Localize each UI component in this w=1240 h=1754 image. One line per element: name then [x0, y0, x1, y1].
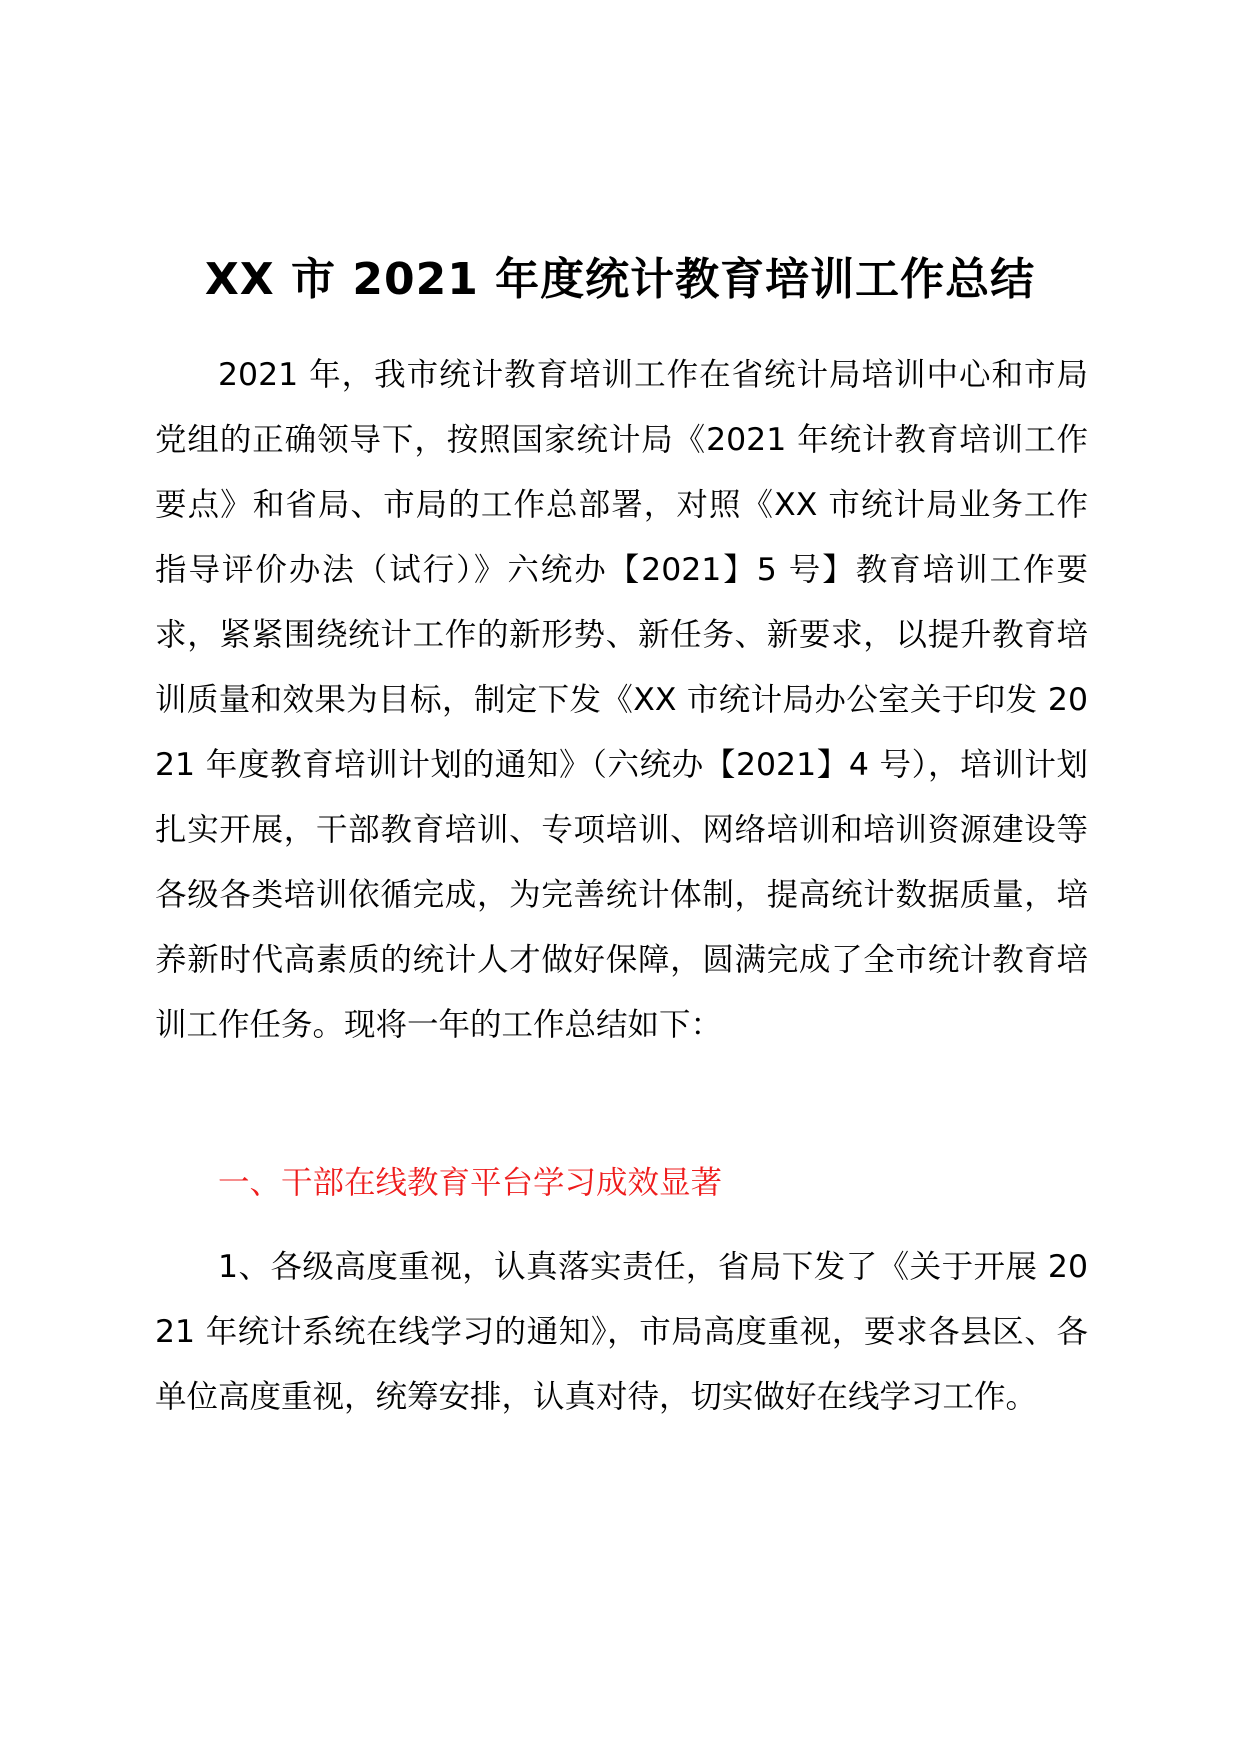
- item-1-paragraph: 1、各级高度重视，认真落实责任，省局下发了《关于开展 2021 年统计系统在线学习的通知》，市局高度重视，要求各县区、各单位高度重视，统筹安排，认真对待，切实做好在线学习工作。: [155, 1249, 1088, 1415]
- intro-paragraph: 2021 年，我市统计教育培训工作在省统计局培训中心和市局党组的正确领导下，按照国家统计局《2021 年统计教育培训工作要点》和省局、市局的工作总部署，对照《XX 市统计局业务工作指导评价办法（试行）》六统办【2021】5 号】教育培训工作要求，紧紧围绕统计工作的新形势、新任务、新要求，以提升教育培训质量和效果为目标，制定下发《XX 市统计局办公室关于印发 2021 年度教育培训计划的通知》（六统办【2021】4 号），培训计划扎实开展，干部教育培训、专项培训、网络培训和培训资源建设等各级各类培训依循完成，为完善统计体制，提高统计数据质量，培养新时代高素质的统计人才做好保障，圆满完成了全市统计教育培训工作任务。现将一年的工作总结如下：: [155, 357, 1088, 1043]
- document-title: XX 市 2021 年度统计教育培训工作总结: [204, 254, 1036, 305]
- section-heading: 一、干部在线教育平台学习成效显著: [218, 1165, 723, 1201]
